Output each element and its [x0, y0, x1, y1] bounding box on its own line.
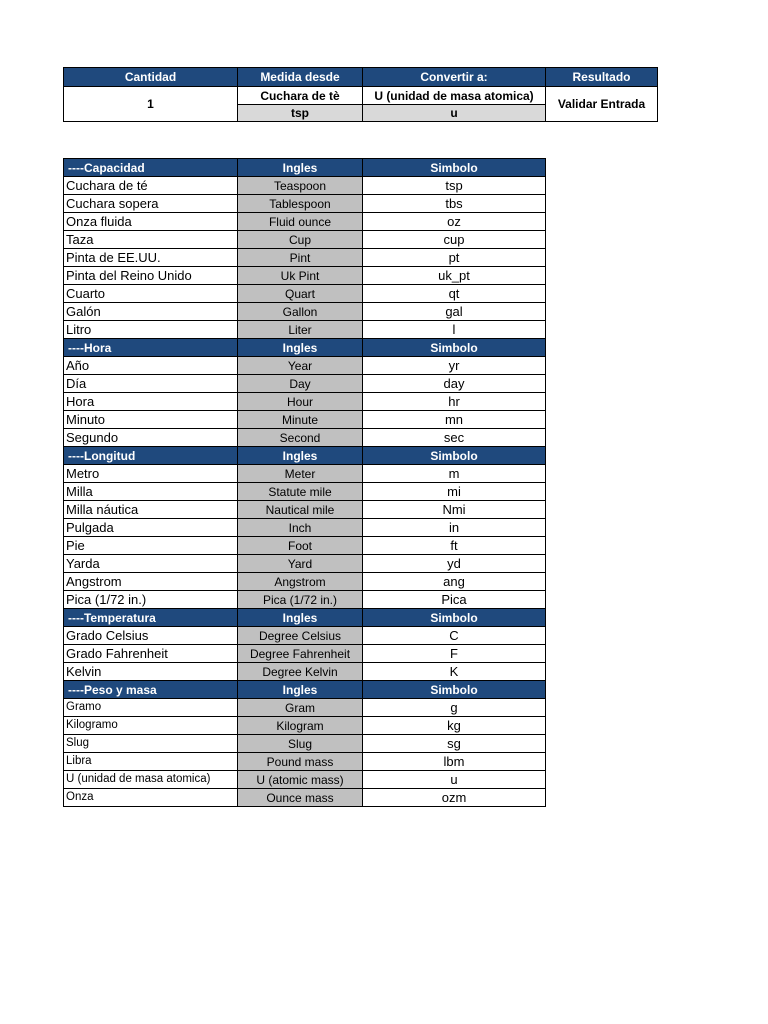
spanish-name-cell: Litro: [64, 321, 238, 339]
spanish-name-cell: Año: [64, 357, 238, 375]
header-convertir-a: Convertir a:: [363, 68, 546, 87]
symbol-cell: hr: [363, 393, 546, 411]
symbol-cell: qt: [363, 285, 546, 303]
english-name-cell: Pound mass: [238, 753, 363, 771]
spanish-name-cell: U (unidad de masa atomica): [64, 771, 238, 789]
english-name-cell: Cup: [238, 231, 363, 249]
section-title: ----Longitud: [64, 447, 238, 465]
table-row: [64, 411, 546, 429]
spanish-name-cell: Pie: [64, 537, 238, 555]
symbol-cell: F: [363, 645, 546, 663]
symbol-cell: mn: [363, 411, 546, 429]
english-name-cell: Uk Pint: [238, 267, 363, 285]
symbol-cell: Pica: [363, 591, 546, 609]
symbol-cell: sg: [363, 735, 546, 753]
table-row: [64, 267, 546, 285]
symbol-cell: tbs: [363, 195, 546, 213]
table-row: [64, 555, 546, 573]
symbol-cell: l: [363, 321, 546, 339]
symbol-cell: K: [363, 663, 546, 681]
spanish-name-cell: Libra: [64, 753, 238, 771]
table-row: [64, 627, 546, 645]
section-col-ingles: Ingles: [238, 339, 363, 357]
from-unit-select[interactable]: Cuchara de tè: [238, 87, 363, 105]
section-col-simbolo: Simbolo: [363, 609, 546, 627]
spanish-name-cell: Día: [64, 375, 238, 393]
table-row: [64, 303, 546, 321]
section-title: ----Capacidad: [64, 159, 238, 177]
symbol-cell: pt: [363, 249, 546, 267]
spanish-name-cell: Kilogramo: [64, 717, 238, 735]
english-name-cell: Hour: [238, 393, 363, 411]
symbol-cell: g: [363, 699, 546, 717]
table-row: [64, 663, 546, 681]
english-name-cell: Meter: [238, 465, 363, 483]
spanish-name-cell: Cuarto: [64, 285, 238, 303]
to-symbol-cell: u: [363, 105, 546, 122]
section-col-ingles: Ingles: [238, 447, 363, 465]
table-row: [64, 429, 546, 447]
english-name-cell: Gram: [238, 699, 363, 717]
table-row: [64, 393, 546, 411]
english-name-cell: Tablespoon: [238, 195, 363, 213]
spanish-name-cell: Taza: [64, 231, 238, 249]
spanish-name-cell: Milla náutica: [64, 501, 238, 519]
converter-header-row: [64, 68, 658, 87]
section-col-simbolo: Simbolo: [363, 159, 546, 177]
spanish-name-cell: Hora: [64, 393, 238, 411]
header-resultado: Resultado: [546, 68, 658, 87]
spanish-name-cell: Slug: [64, 735, 238, 753]
section-title: ----Temperatura: [64, 609, 238, 627]
symbol-cell: yd: [363, 555, 546, 573]
table-row: [64, 789, 546, 807]
spanish-name-cell: Grado Celsius: [64, 627, 238, 645]
section-header-row: [64, 609, 546, 627]
table-row: [64, 321, 546, 339]
english-name-cell: Year: [238, 357, 363, 375]
table-row: [64, 357, 546, 375]
table-row: [64, 717, 546, 735]
english-name-cell: Ounce mass: [238, 789, 363, 807]
section-header-row: [64, 159, 546, 177]
section-col-simbolo: Simbolo: [363, 681, 546, 699]
english-name-cell: Inch: [238, 519, 363, 537]
spanish-name-cell: Gramo: [64, 699, 238, 717]
table-row: [64, 375, 546, 393]
table-row: [64, 753, 546, 771]
symbol-cell: mi: [363, 483, 546, 501]
section-header-row: [64, 339, 546, 357]
spanish-name-cell: Onza fluida: [64, 213, 238, 231]
english-name-cell: Fluid ounce: [238, 213, 363, 231]
english-name-cell: Degree Fahrenheit: [238, 645, 363, 663]
table-row: [64, 249, 546, 267]
symbol-cell: kg: [363, 717, 546, 735]
english-name-cell: Pint: [238, 249, 363, 267]
english-name-cell: Pica (1/72 in.): [238, 591, 363, 609]
symbol-cell: gal: [363, 303, 546, 321]
symbol-cell: yr: [363, 357, 546, 375]
table-row: [64, 231, 546, 249]
spanish-name-cell: Kelvin: [64, 663, 238, 681]
english-name-cell: Quart: [238, 285, 363, 303]
table-row: [64, 483, 546, 501]
spanish-name-cell: Pulgada: [64, 519, 238, 537]
table-row: [64, 735, 546, 753]
symbol-cell: uk_pt: [363, 267, 546, 285]
symbol-cell: oz: [363, 213, 546, 231]
header-cantidad: Cantidad: [64, 68, 238, 87]
spanish-name-cell: Milla: [64, 483, 238, 501]
symbol-cell: Nmi: [363, 501, 546, 519]
spanish-name-cell: Pinta de EE.UU.: [64, 249, 238, 267]
spanish-name-cell: Pinta del Reino Unido: [64, 267, 238, 285]
english-name-cell: Day: [238, 375, 363, 393]
spanish-name-cell: Angstrom: [64, 573, 238, 591]
units-reference-table: [63, 158, 546, 807]
converter-table: [63, 67, 658, 122]
english-name-cell: U (atomic mass): [238, 771, 363, 789]
section-col-simbolo: Simbolo: [363, 339, 546, 357]
english-name-cell: Angstrom: [238, 573, 363, 591]
table-row: [64, 177, 546, 195]
table-row: [64, 519, 546, 537]
spanish-name-cell: Segundo: [64, 429, 238, 447]
english-name-cell: Foot: [238, 537, 363, 555]
table-row: [64, 501, 546, 519]
table-row: [64, 645, 546, 663]
english-name-cell: Degree Celsius: [238, 627, 363, 645]
header-medida-desde: Medida desde: [238, 68, 363, 87]
symbol-cell: ozm: [363, 789, 546, 807]
symbol-cell: cup: [363, 231, 546, 249]
symbol-cell: day: [363, 375, 546, 393]
spanish-name-cell: Yarda: [64, 555, 238, 573]
table-row: [64, 573, 546, 591]
table-row: [64, 537, 546, 555]
english-name-cell: Liter: [238, 321, 363, 339]
section-header-row: [64, 447, 546, 465]
english-name-cell: Degree Kelvin: [238, 663, 363, 681]
spanish-name-cell: Grado Fahrenheit: [64, 645, 238, 663]
symbol-cell: m: [363, 465, 546, 483]
symbol-cell: ang: [363, 573, 546, 591]
section-col-ingles: Ingles: [238, 681, 363, 699]
symbol-cell: sec: [363, 429, 546, 447]
symbol-cell: u: [363, 771, 546, 789]
quantity-cell[interactable]: 1: [64, 87, 238, 122]
section-title: ----Hora: [64, 339, 238, 357]
symbol-cell: tsp: [363, 177, 546, 195]
section-title: ----Peso y masa: [64, 681, 238, 699]
section-col-ingles: Ingles: [238, 609, 363, 627]
spanish-name-cell: Metro: [64, 465, 238, 483]
english-name-cell: Teaspoon: [238, 177, 363, 195]
english-name-cell: Slug: [238, 735, 363, 753]
symbol-cell: C: [363, 627, 546, 645]
spanish-name-cell: Galón: [64, 303, 238, 321]
spanish-name-cell: Cuchara sopera: [64, 195, 238, 213]
symbol-cell: in: [363, 519, 546, 537]
section-col-simbolo: Simbolo: [363, 447, 546, 465]
english-name-cell: Yard: [238, 555, 363, 573]
to-unit-select[interactable]: U (unidad de masa atomica): [363, 87, 546, 105]
from-symbol-cell: tsp: [238, 105, 363, 122]
table-row: [64, 771, 546, 789]
spanish-name-cell: Minuto: [64, 411, 238, 429]
result-cell: Validar Entrada: [546, 87, 658, 122]
english-name-cell: Kilogram: [238, 717, 363, 735]
symbol-cell: lbm: [363, 753, 546, 771]
section-col-ingles: Ingles: [238, 159, 363, 177]
spanish-name-cell: Cuchara de té: [64, 177, 238, 195]
english-name-cell: Second: [238, 429, 363, 447]
english-name-cell: Nautical mile: [238, 501, 363, 519]
spanish-name-cell: Onza: [64, 789, 238, 807]
table-row: [64, 591, 546, 609]
section-header-row: [64, 681, 546, 699]
table-row: [64, 699, 546, 717]
english-name-cell: Gallon: [238, 303, 363, 321]
table-row: [64, 195, 546, 213]
spanish-name-cell: Pica (1/72 in.): [64, 591, 238, 609]
table-row: [64, 213, 546, 231]
table-row: [64, 465, 546, 483]
english-name-cell: Statute mile: [238, 483, 363, 501]
symbol-cell: ft: [363, 537, 546, 555]
table-row: [64, 285, 546, 303]
english-name-cell: Minute: [238, 411, 363, 429]
